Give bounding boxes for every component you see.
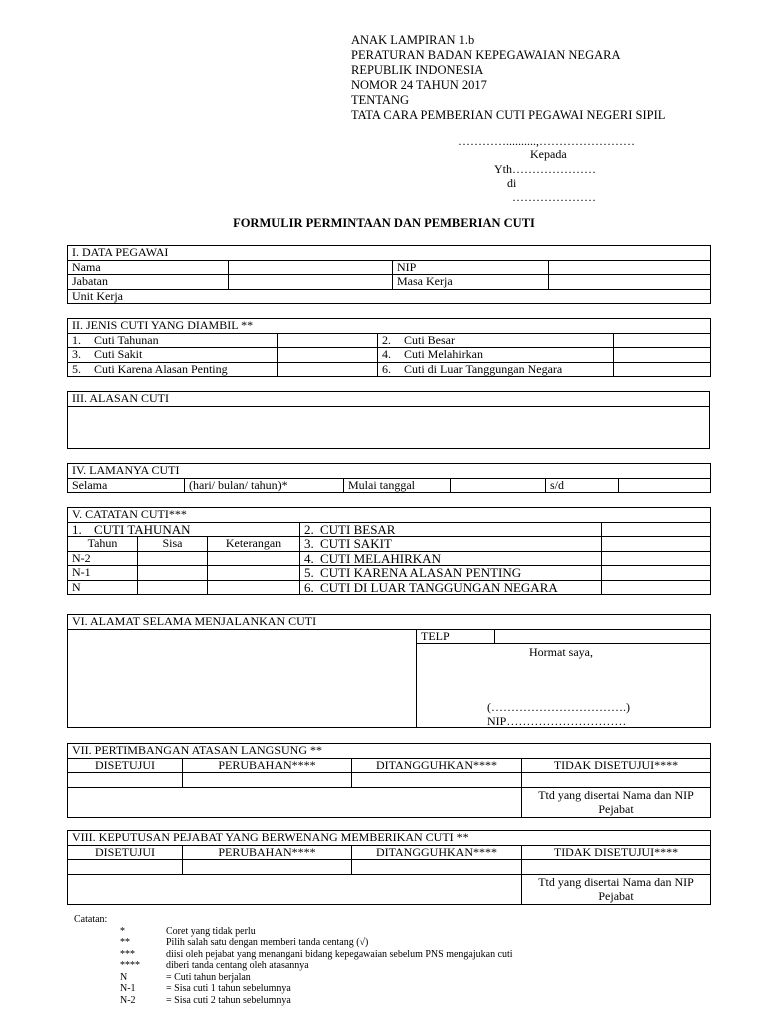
col-sisa: Sisa bbox=[138, 537, 208, 552]
ttd-label: Ttd yang disertai Nama dan NIP bbox=[538, 875, 694, 889]
col-disetujui: DISETUJUI bbox=[68, 845, 183, 860]
header-line: REPUBLIK INDONESIA bbox=[351, 63, 484, 77]
sampai-label: s/d bbox=[546, 478, 619, 493]
catatan-item: 4. CUTI MELAHIRKAN bbox=[300, 551, 602, 566]
cuti-melahirkan-checkbox[interactable] bbox=[614, 348, 711, 363]
sisa-field[interactable] bbox=[138, 580, 208, 595]
section-heading: V. CATATAN CUTI*** bbox=[68, 508, 711, 523]
cuti-option-label: 1. Cuti Tahunan bbox=[68, 333, 278, 348]
cuti-tahunan-header: 1. CUTI TAHUNAN bbox=[68, 522, 300, 537]
jabatan-field[interactable] bbox=[229, 275, 393, 290]
cuti-tahunan-checkbox[interactable] bbox=[278, 333, 378, 348]
section-heading: III. ALASAN CUTI bbox=[68, 392, 710, 407]
section-data-pegawai bbox=[67, 245, 711, 304]
section-pertimbangan-atasan bbox=[67, 743, 711, 818]
cuti-besar-checkbox[interactable] bbox=[614, 333, 711, 348]
header-line: TENTANG bbox=[351, 93, 410, 107]
sisa-field[interactable] bbox=[138, 566, 208, 581]
catatan-item: 5. CUTI KARENA ALASAN PENTING bbox=[300, 566, 602, 581]
note-item: N = Cuti tahun berjalan bbox=[120, 971, 251, 983]
document-header bbox=[351, 33, 665, 123]
section-heading: VII. PERTIMBANGAN ATASAN LANGSUNG ** bbox=[68, 744, 711, 759]
jabatan-label: Jabatan bbox=[68, 275, 229, 290]
header-line: ANAK LAMPIRAN 1.b bbox=[351, 33, 475, 47]
note-item: * Coret yang tidak perlu bbox=[120, 925, 256, 937]
cuti-option-label: 5. Cuti Karena Alasan Penting bbox=[68, 362, 278, 377]
section-catatan-cuti bbox=[67, 507, 711, 595]
disetujui-checkbox[interactable] bbox=[68, 860, 183, 875]
keterangan-field[interactable] bbox=[208, 580, 300, 595]
row-year: N bbox=[68, 580, 138, 595]
col-tahun: Tahun bbox=[68, 537, 138, 552]
telp-field[interactable] bbox=[495, 629, 711, 644]
cuti-option-label: 4. Cuti Melahirkan bbox=[378, 348, 614, 363]
sampai-field[interactable] bbox=[619, 478, 711, 493]
section-heading: VI. ALAMAT SELAMA MENJALANKAN CUTI bbox=[68, 615, 711, 630]
col-ditangguhkan: DITANGGUHKAN**** bbox=[352, 758, 522, 773]
ttd-pejabat-cell bbox=[522, 787, 711, 817]
mulai-tanggal-field[interactable] bbox=[451, 478, 546, 493]
tidak-disetujui-checkbox[interactable] bbox=[522, 773, 711, 788]
section-lamanya-cuti bbox=[67, 463, 711, 493]
ditangguhkan-checkbox[interactable] bbox=[352, 860, 522, 875]
alamat-field[interactable] bbox=[68, 629, 417, 728]
catatan-item: 6. CUTI DI LUAR TANGGUNGAN NEGARA bbox=[300, 580, 602, 595]
catatan-field[interactable] bbox=[602, 580, 711, 595]
notes-title: Catatan: bbox=[74, 914, 108, 925]
di-dots: ………………… bbox=[512, 190, 596, 204]
row-year: N-2 bbox=[68, 551, 138, 566]
masa-kerja-label: Masa Kerja bbox=[393, 275, 549, 290]
unit-kerja-label: Unit Kerja bbox=[68, 289, 711, 304]
yth-line: Yth………………… bbox=[494, 162, 596, 176]
cuti-option-label: 2. Cuti Besar bbox=[378, 333, 614, 348]
section-jenis-cuti bbox=[67, 318, 711, 377]
note-item: *** diisi oleh pejabat yang menangani bidang kepegawaian sebelum PNS mengajukan cuti bbox=[120, 948, 513, 960]
section-alasan-cuti bbox=[67, 391, 710, 449]
catatan-field[interactable] bbox=[602, 537, 711, 552]
note-item: N-2 = Sisa cuti 2 tahun sebelumnya bbox=[120, 994, 291, 1006]
perubahan-checkbox[interactable] bbox=[183, 860, 352, 875]
disetujui-checkbox[interactable] bbox=[68, 773, 183, 788]
keterangan-field[interactable] bbox=[208, 566, 300, 581]
date-line: …………..........,…………………… bbox=[458, 134, 635, 148]
keputusan-field[interactable] bbox=[68, 874, 522, 904]
selama-label: Selama bbox=[68, 478, 185, 493]
satuan-label: (hari/ bulan/ tahun)* bbox=[185, 478, 344, 493]
nip-label: NIP bbox=[393, 260, 549, 275]
header-line: TATA CARA PEMBERIAN CUTI PEGAWAI NEGERI SIPIL bbox=[351, 108, 666, 122]
nama-field[interactable] bbox=[229, 260, 393, 275]
tanda-tangan-area bbox=[417, 644, 711, 728]
nama-label: Nama bbox=[68, 260, 229, 275]
mulai-tanggal-label: Mulai tanggal bbox=[344, 478, 451, 493]
catatan-item: 3. CUTI SAKIT bbox=[300, 537, 602, 552]
section-heading: VIII. KEPUTUSAN PEJABAT YANG BERWENANG MEMBERIKAN CUTI ** bbox=[68, 831, 711, 846]
note-item: N-1 = Sisa cuti 1 tahun sebelumnya bbox=[120, 983, 291, 994]
cuti-option-label: 3. Cuti Sakit bbox=[68, 348, 278, 363]
section-heading: IV. LAMANYA CUTI bbox=[68, 464, 711, 479]
catatan-field[interactable] bbox=[602, 551, 711, 566]
col-perubahan: PERUBAHAN**** bbox=[183, 758, 352, 773]
col-disetujui: DISETUJUI bbox=[68, 758, 183, 773]
col-keterangan: Keterangan bbox=[208, 537, 300, 552]
section-heading: I. DATA PEGAWAI bbox=[68, 246, 711, 261]
note-item: **** diberi tanda centang oleh atasannya bbox=[120, 960, 309, 971]
header-line: NOMOR 24 TAHUN 2017 bbox=[351, 78, 487, 92]
hormat-saya: Hormat saya, bbox=[529, 645, 593, 659]
ditangguhkan-checkbox[interactable] bbox=[352, 773, 522, 788]
alasan-cuti-field[interactable] bbox=[68, 406, 710, 448]
nip-line: NIP………………………… bbox=[487, 714, 627, 728]
header-line: PERATURAN BADAN KEPEGAWAIAN NEGARA bbox=[351, 48, 621, 62]
cuti-luar-tanggungan-checkbox[interactable] bbox=[614, 362, 711, 377]
pejabat-label: Pejabat bbox=[598, 802, 634, 816]
col-perubahan: PERUBAHAN**** bbox=[183, 845, 352, 860]
form-title: FORMULIR PERMINTAAN DAN PEMBERIAN CUTI bbox=[233, 216, 535, 230]
cuti-option-label: 6. Cuti di Luar Tanggungan Negara bbox=[378, 362, 614, 377]
note-item: ** Pilih salah satu dengan memberi tanda centang (√) bbox=[120, 937, 369, 948]
section-heading: II. JENIS CUTI YANG DIAMBIL ** bbox=[68, 319, 711, 334]
cuti-sakit-checkbox[interactable] bbox=[278, 348, 378, 363]
kepada-label: Kepada bbox=[530, 147, 567, 161]
row-year: N-1 bbox=[68, 566, 138, 581]
catatan-notes bbox=[74, 914, 513, 1006]
col-ditangguhkan: DITANGGUHKAN**** bbox=[352, 845, 522, 860]
signature-line: (…………………………….) bbox=[487, 700, 630, 714]
perubahan-checkbox[interactable] bbox=[183, 773, 352, 788]
pertimbangan-field[interactable] bbox=[68, 787, 522, 817]
tidak-disetujui-checkbox[interactable] bbox=[522, 860, 711, 875]
keterangan-field[interactable] bbox=[208, 551, 300, 566]
masa-kerja-field[interactable] bbox=[549, 275, 711, 290]
di-label: di bbox=[507, 176, 517, 190]
catatan-field[interactable] bbox=[602, 566, 711, 581]
catatan-item: 2. CUTI BESAR bbox=[300, 522, 602, 537]
col-tidak-disetujui: TIDAK DISETUJUI**** bbox=[522, 845, 711, 860]
nip-field[interactable] bbox=[549, 260, 711, 275]
section-keputusan-pejabat bbox=[67, 830, 711, 905]
cuti-alasan-penting-checkbox[interactable] bbox=[278, 362, 378, 377]
telp-label: TELP bbox=[417, 629, 495, 644]
ttd-pejabat-cell bbox=[522, 874, 711, 904]
section-alamat-cuti bbox=[67, 614, 711, 728]
pejabat-label: Pejabat bbox=[598, 889, 634, 903]
catatan-field[interactable] bbox=[602, 522, 711, 537]
ttd-label: Ttd yang disertai Nama dan NIP bbox=[538, 788, 694, 802]
col-tidak-disetujui: TIDAK DISETUJUI**** bbox=[522, 758, 711, 773]
sisa-field[interactable] bbox=[138, 551, 208, 566]
